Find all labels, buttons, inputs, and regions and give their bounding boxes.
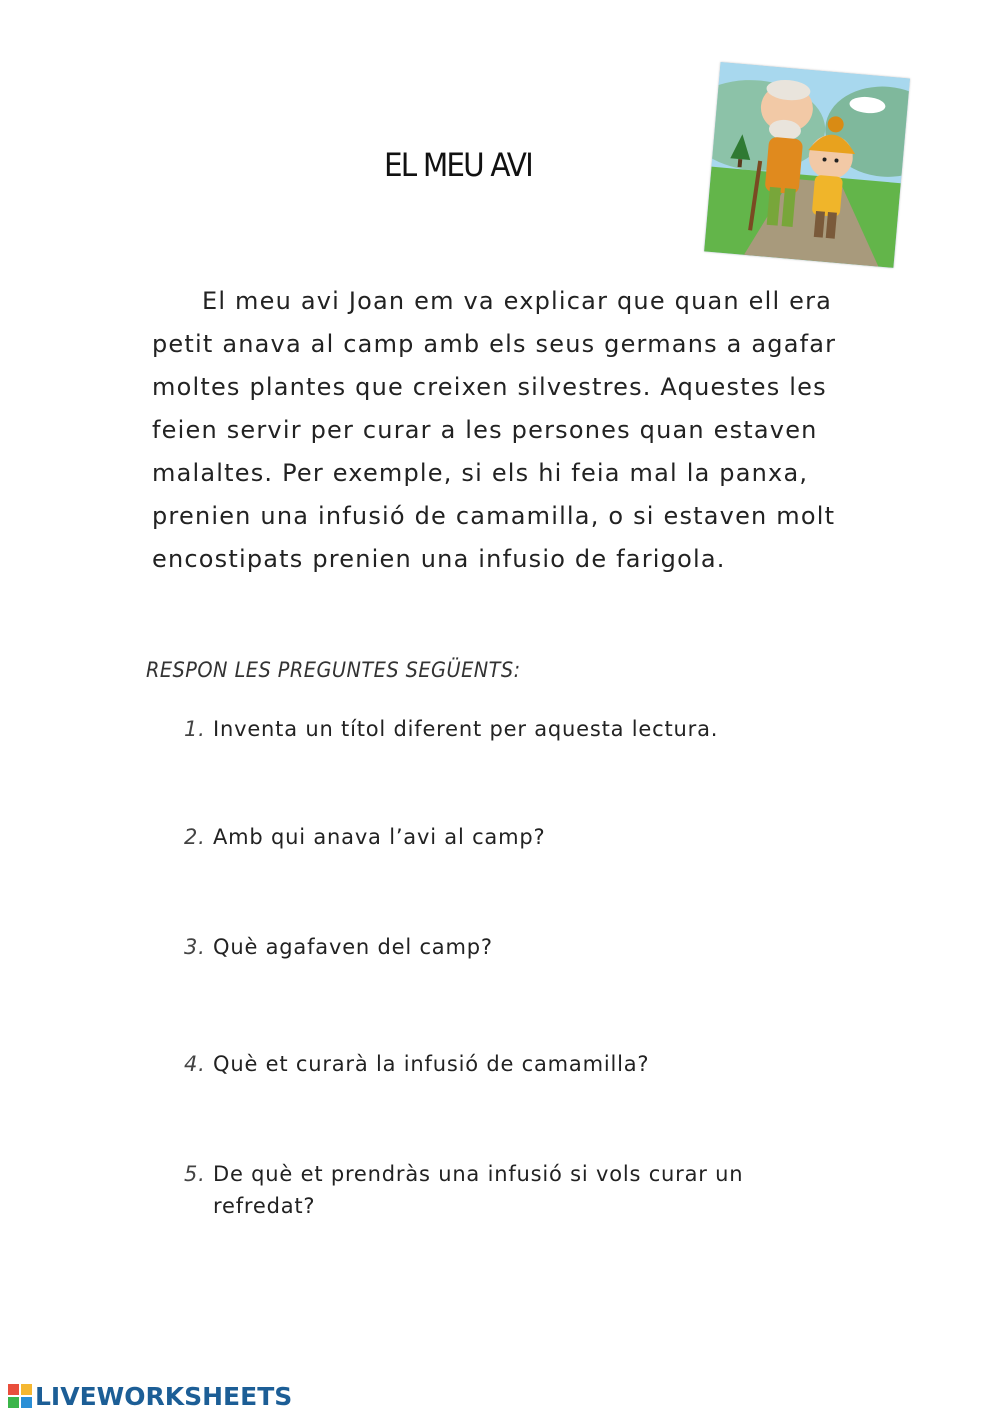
reading-line: moltes plantes que creixen silvestres. Aquestes les <box>152 373 827 401</box>
liveworksheets-footer <box>8 1381 292 1411</box>
question-number: 4. <box>184 1052 206 1076</box>
question-number: 5. <box>184 1162 206 1186</box>
question-number: 1. <box>184 717 206 741</box>
question-number: 3. <box>184 935 206 959</box>
brand-name: LIVEWORKSHEETS <box>35 1381 293 1411</box>
question-4 <box>184 1048 824 1080</box>
page-title: EL MEU AVI <box>384 146 532 184</box>
liveworksheets-logo-icon <box>8 1384 32 1408</box>
reading-line: encostipats prenien una infusio de farigola. <box>152 545 726 573</box>
reading-line: prenien una infusió de camamilla, o si estaven molt <box>152 502 836 530</box>
question-3 <box>184 931 824 963</box>
reading-line: feien servir per curar a les persones quan estaven <box>152 416 818 444</box>
reading-line: malaltes. Per exemple, si els hi feia mal la panxa, <box>152 459 809 487</box>
question-number: 2. <box>184 825 206 849</box>
reading-line: El meu avi Joan em va explicar que quan ell era <box>202 287 833 315</box>
question-text: Amb qui anava l’avi al camp? <box>213 825 546 849</box>
instructions-heading: RESPON LES PREGUNTES SEGÜENTS: <box>146 658 521 682</box>
question-2 <box>184 821 824 853</box>
question-text: Què et curarà la infusió de camamilla? <box>213 1052 650 1076</box>
grandfather-and-boy-illustration <box>704 62 910 268</box>
question-text: Inventa un títol diferent per aquesta lectura. <box>213 717 719 741</box>
question-5 <box>184 1158 824 1222</box>
reading-text <box>152 280 852 581</box>
question-text-continued: refredat? <box>213 1194 316 1218</box>
question-text: Què agafaven del camp? <box>213 935 493 959</box>
reading-line: petit anava al camp amb els seus germans a agafar <box>152 330 837 358</box>
question-text: De què et prendràs una infusió si vols curar un <box>213 1162 744 1186</box>
question-1 <box>184 713 824 745</box>
